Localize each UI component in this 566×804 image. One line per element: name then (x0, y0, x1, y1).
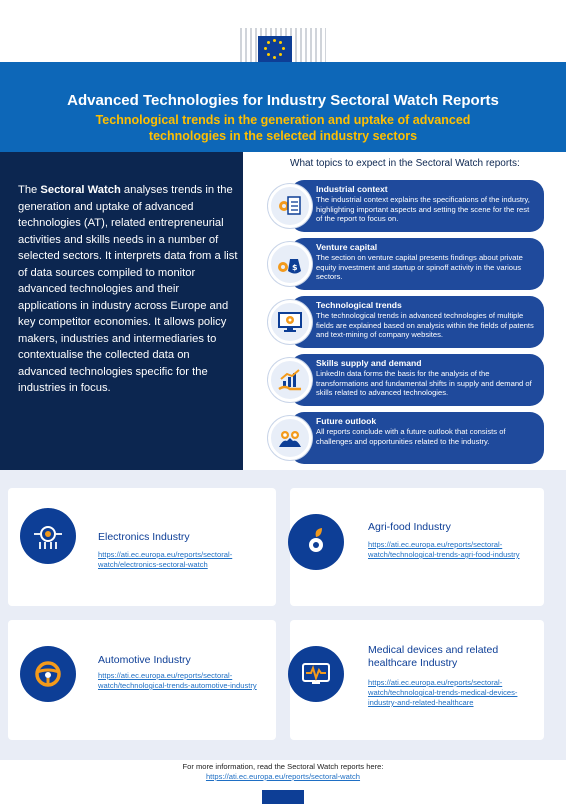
topic-box (290, 238, 544, 290)
footer-link[interactable]: https://ati.ec.europa.eu/reports/sectoral-watch (205, 772, 361, 781)
industry-card-automotive (8, 620, 276, 740)
footer-text: For more information, read the Sectoral Watch reports here: (182, 762, 384, 771)
industry-name: Automotive Industry (98, 654, 191, 666)
svg-text:$: $ (292, 263, 298, 272)
heart-monitor-icon (288, 646, 344, 702)
topic-technological-trends (268, 296, 548, 348)
topic-title: Technological trends (316, 300, 402, 310)
intro-body: analyses trends in the generation and uptake of advanced technologies (AT), related entrepreneurial activities and skills needs in a number of selected sectors. It interprets data from a list of data sources compiled to monitor advanced technologies and their applications in industry across Europe and key competitor economies. It allows policy makers, industries and intermediaries to contextualise the collected data on advanced technologies specific for the industries in focus. (18, 184, 238, 394)
topic-text: The section on venture capital presents findings about private equity investment and startup or spinoff activity in the various sectors. (316, 253, 523, 281)
steering-wheel-icon (20, 646, 76, 702)
industry-card-agri-food (290, 488, 544, 606)
intro-panel (0, 152, 243, 470)
topic-text: The technological trends in advanced technologies of multiple fields are explained based on analysis within the fields of patents and text-mining of company websites. (316, 311, 534, 339)
growth-chart-icon (268, 358, 312, 402)
topic-title: Industrial context (316, 184, 388, 194)
binoculars-icon (268, 416, 312, 460)
topic-box (290, 180, 544, 232)
topic-text: The industrial context explains the specifications of the industry, highlighting important aspects and setting the scene for the rest of the report to focus on. (316, 195, 530, 223)
page-subtitle: Technological trends in the generation and uptake of advanced technologies in the selected industry sectors (95, 113, 471, 143)
topic-text: All reports conclude with a future outlook that consists of challenges and opportunities related to the industry. (316, 427, 506, 446)
circuit-chip-icon (20, 508, 76, 564)
industry-card-medical (290, 620, 544, 740)
intro-bold: Sectoral Watch (40, 184, 121, 196)
money-bag-icon (268, 242, 312, 286)
industry-name: Electronics Industry (98, 531, 190, 543)
industry-link[interactable]: https://ati.ec.europa.eu/reports/sectoral-watch/electronics-sectoral-watch (98, 550, 233, 569)
industry-link[interactable]: https://ati.ec.europa.eu/reports/sectoral-watch/technological-trends-automotive-industry (98, 671, 257, 690)
topic-title: Skills supply and demand (316, 358, 422, 368)
topic-future-outlook (268, 412, 548, 464)
top-bar (0, 0, 566, 62)
document-gear-icon (268, 184, 312, 228)
footer (0, 762, 566, 782)
intro-text (18, 182, 240, 397)
industry-name: Medical devices and related healthcare Industry (368, 644, 499, 669)
industry-link[interactable]: https://ati.ec.europa.eu/reports/sectoral-watch/technological-trends-medical-devices-industry-and-related-healthcare (368, 678, 518, 707)
topic-skills (268, 354, 548, 406)
page-title: Advanced Technologies for Industry Sectoral Watch Reports (67, 92, 499, 109)
header-band (0, 62, 566, 152)
industry-card-electronics (8, 488, 276, 606)
leaf-gear-icon (288, 514, 344, 570)
intro-prefix: The (18, 184, 41, 196)
topics-heading: What topics to expect in the Sectoral Watch reports: (290, 158, 520, 169)
topic-title: Venture capital (316, 242, 378, 252)
topic-box (290, 412, 544, 464)
industry-name: Agri-food Industry (368, 521, 451, 533)
topic-text: LinkedIn data forms the basis for the analysis of the transformations and fundamental shifts in supply and demand of skills related to advanced technologies. (316, 369, 532, 397)
topic-venture-capital (268, 238, 548, 290)
eu-flag-icon (258, 36, 292, 62)
topic-industrial-context (268, 180, 548, 232)
topic-box (290, 296, 544, 348)
topic-title: Future outlook (316, 416, 377, 426)
bottom-tab (262, 790, 304, 804)
topic-box (290, 354, 544, 406)
industry-link[interactable]: https://ati.ec.europa.eu/reports/sectoral-watch/technological-trends-agri-food-industry (368, 540, 520, 559)
monitor-gear-icon (268, 300, 312, 344)
